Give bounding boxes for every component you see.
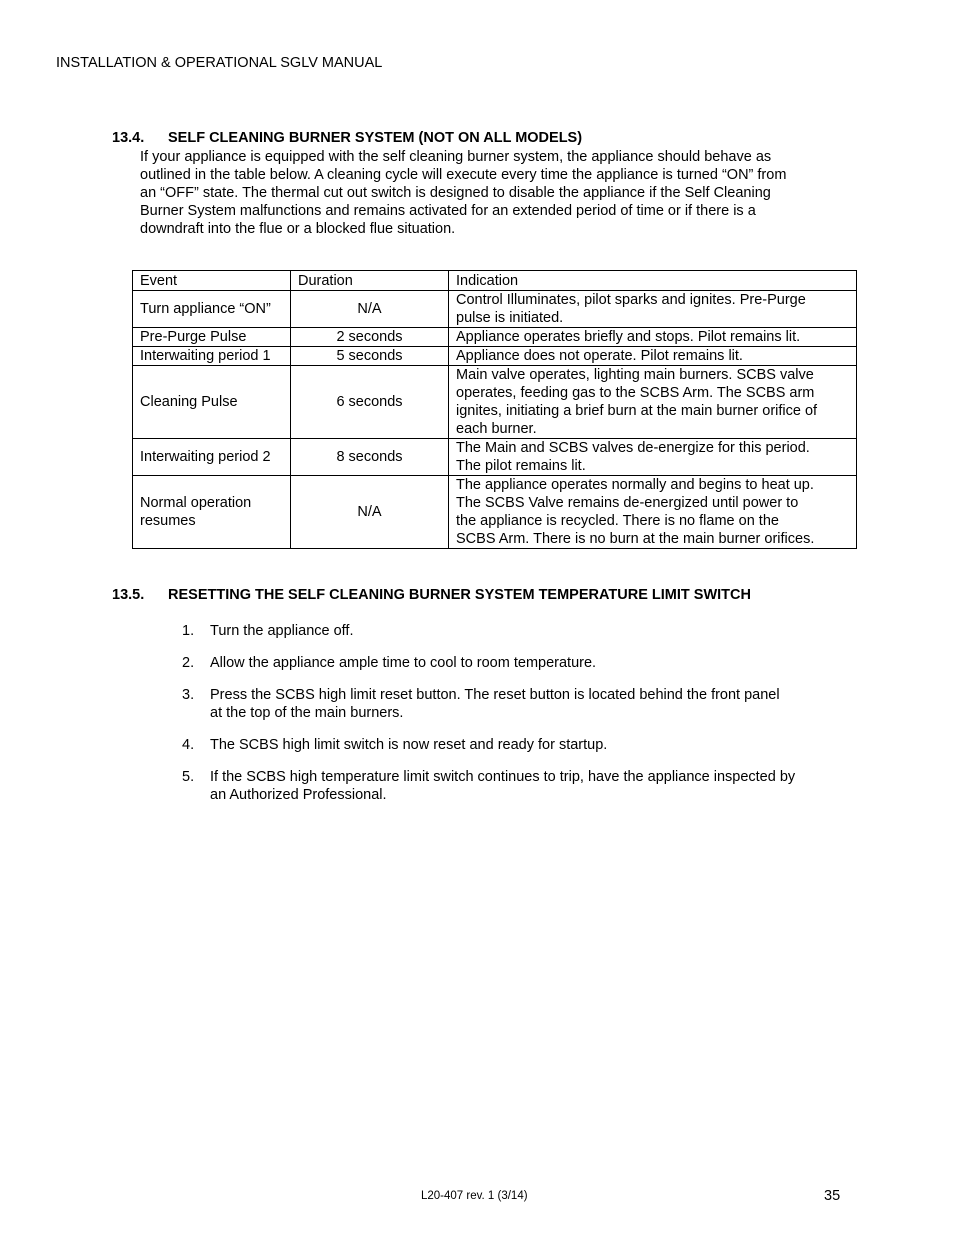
step-line: The SCBS high limit switch is now reset and ready for startup.	[210, 737, 608, 753]
list-item	[182, 736, 862, 754]
column-header-indication: Indication	[449, 271, 857, 291]
table-row	[133, 439, 857, 476]
step-number: 3.	[182, 687, 195, 703]
indication-cell	[449, 439, 857, 476]
duration-cell: 6 seconds	[291, 366, 449, 439]
duration-cell: 2 seconds	[291, 328, 449, 347]
indication-cell	[449, 328, 857, 347]
step-line: an Authorized Professional.	[210, 787, 387, 803]
table-row	[133, 328, 857, 347]
intro-paragraph	[140, 148, 852, 238]
indication-line: The appliance operates normally and begins to heat up.	[456, 477, 814, 493]
indication-cell	[449, 476, 857, 549]
section-title: SELF CLEANING BURNER SYSTEM (NOT ON ALL MODELS)	[168, 130, 583, 146]
table-row	[133, 291, 857, 328]
indication-line: Appliance operates briefly and stops. Pilot remains lit.	[456, 329, 801, 345]
indication-cell	[449, 347, 857, 366]
event-cell	[133, 291, 291, 328]
step-number: 5.	[182, 769, 195, 785]
section-title: RESETTING THE SELF CLEANING BURNER SYSTEM TEMPERATURE LIMIT SWITCH	[168, 587, 751, 603]
duration-cell: N/A	[291, 476, 449, 549]
event-text: Cleaning Pulse	[140, 394, 238, 410]
step-line: Turn the appliance off.	[210, 623, 354, 639]
table-row	[133, 366, 857, 439]
event-text: Turn appliance “ON”	[140, 301, 271, 317]
intro-line: an “OFF” state. The thermal cut out switch is designed to disable the appliance if the Self Cleaning	[140, 185, 771, 201]
indication-line: SCBS Arm. There is no burn at the main burner orifices.	[456, 531, 815, 547]
indication-line: each burner.	[456, 421, 537, 437]
indication-line: The pilot remains lit.	[456, 458, 586, 474]
intro-line: outlined in the table below. A cleaning cycle will execute every time the appliance is turned “ON” from	[140, 167, 787, 183]
event-text: Interwaiting period 1	[140, 348, 271, 364]
event-cell	[133, 347, 291, 366]
indication-line: operates, feeding gas to the SCBS Arm. The SCBS arm	[456, 385, 815, 401]
indication-cell	[449, 366, 857, 439]
duration-cell: 8 seconds	[291, 439, 449, 476]
step-number: 2.	[182, 655, 195, 671]
list-item	[182, 768, 862, 804]
indication-line: ignites, initiating a brief burn at the main burner orifice of	[456, 403, 818, 419]
event-cell	[133, 328, 291, 347]
indication-line: The Main and SCBS valves de-energize for this period.	[456, 440, 810, 456]
indication-line: Main valve operates, lighting main burners. SCBS valve	[456, 367, 814, 383]
event-text: Pre-Purge Pulse	[140, 329, 247, 345]
indication-line: the appliance is recycled. There is no flame on the	[456, 513, 779, 529]
step-line: at the top of the main burners.	[210, 705, 404, 721]
intro-line: If your appliance is equipped with the self cleaning burner system, the appliance should behave as	[140, 149, 772, 165]
section-number: 13.5.	[112, 587, 145, 603]
event-cell	[133, 439, 291, 476]
step-number: 1.	[182, 623, 195, 639]
column-header-duration: Duration	[291, 271, 449, 291]
duration-cell: 5 seconds	[291, 347, 449, 366]
page-number: 35	[824, 1188, 841, 1204]
event-cell	[133, 366, 291, 439]
step-line: Press the SCBS high limit reset button. The reset button is located behind the front panel	[210, 687, 780, 703]
section-heading-13-5	[0, 587, 954, 605]
table-row	[133, 347, 857, 366]
duration-cell: N/A	[291, 291, 449, 328]
intro-line: Burner System malfunctions and remains activated for an extended period of time or if there is a	[140, 203, 756, 219]
scbs-event-table	[132, 270, 857, 549]
event-text: Interwaiting period 2	[140, 449, 271, 465]
document-code: L20-407 rev. 1 (3/14)	[421, 1190, 528, 1202]
list-item	[182, 622, 862, 640]
column-header-event: Event	[133, 271, 291, 291]
section-heading-13-4	[0, 130, 954, 148]
indication-line: The SCBS Valve remains de-energized until power to	[456, 495, 799, 511]
step-line: Allow the appliance ample time to cool to room temperature.	[210, 655, 597, 671]
section-number: 13.4.	[112, 130, 145, 146]
intro-line: downdraft into the flue or a blocked flue situation.	[140, 221, 456, 237]
indication-line: Appliance does not operate. Pilot remains lit.	[456, 348, 743, 364]
table-header-row	[133, 271, 857, 291]
reset-steps-list	[182, 622, 862, 818]
list-item	[182, 686, 862, 722]
indication-line: pulse is initiated.	[456, 310, 564, 326]
page-header: INSTALLATION & OPERATIONAL SGLV MANUAL	[56, 55, 383, 71]
step-number: 4.	[182, 737, 195, 753]
event-text: resumes	[140, 513, 196, 529]
step-line: If the SCBS high temperature limit switch continues to trip, have the appliance inspected by	[210, 769, 796, 785]
event-text: Normal operation	[140, 495, 252, 511]
indication-line: Control Illuminates, pilot sparks and ignites. Pre-Purge	[456, 292, 806, 308]
list-item	[182, 654, 862, 672]
table-row	[133, 476, 857, 549]
indication-cell	[449, 291, 857, 328]
event-cell	[133, 476, 291, 549]
